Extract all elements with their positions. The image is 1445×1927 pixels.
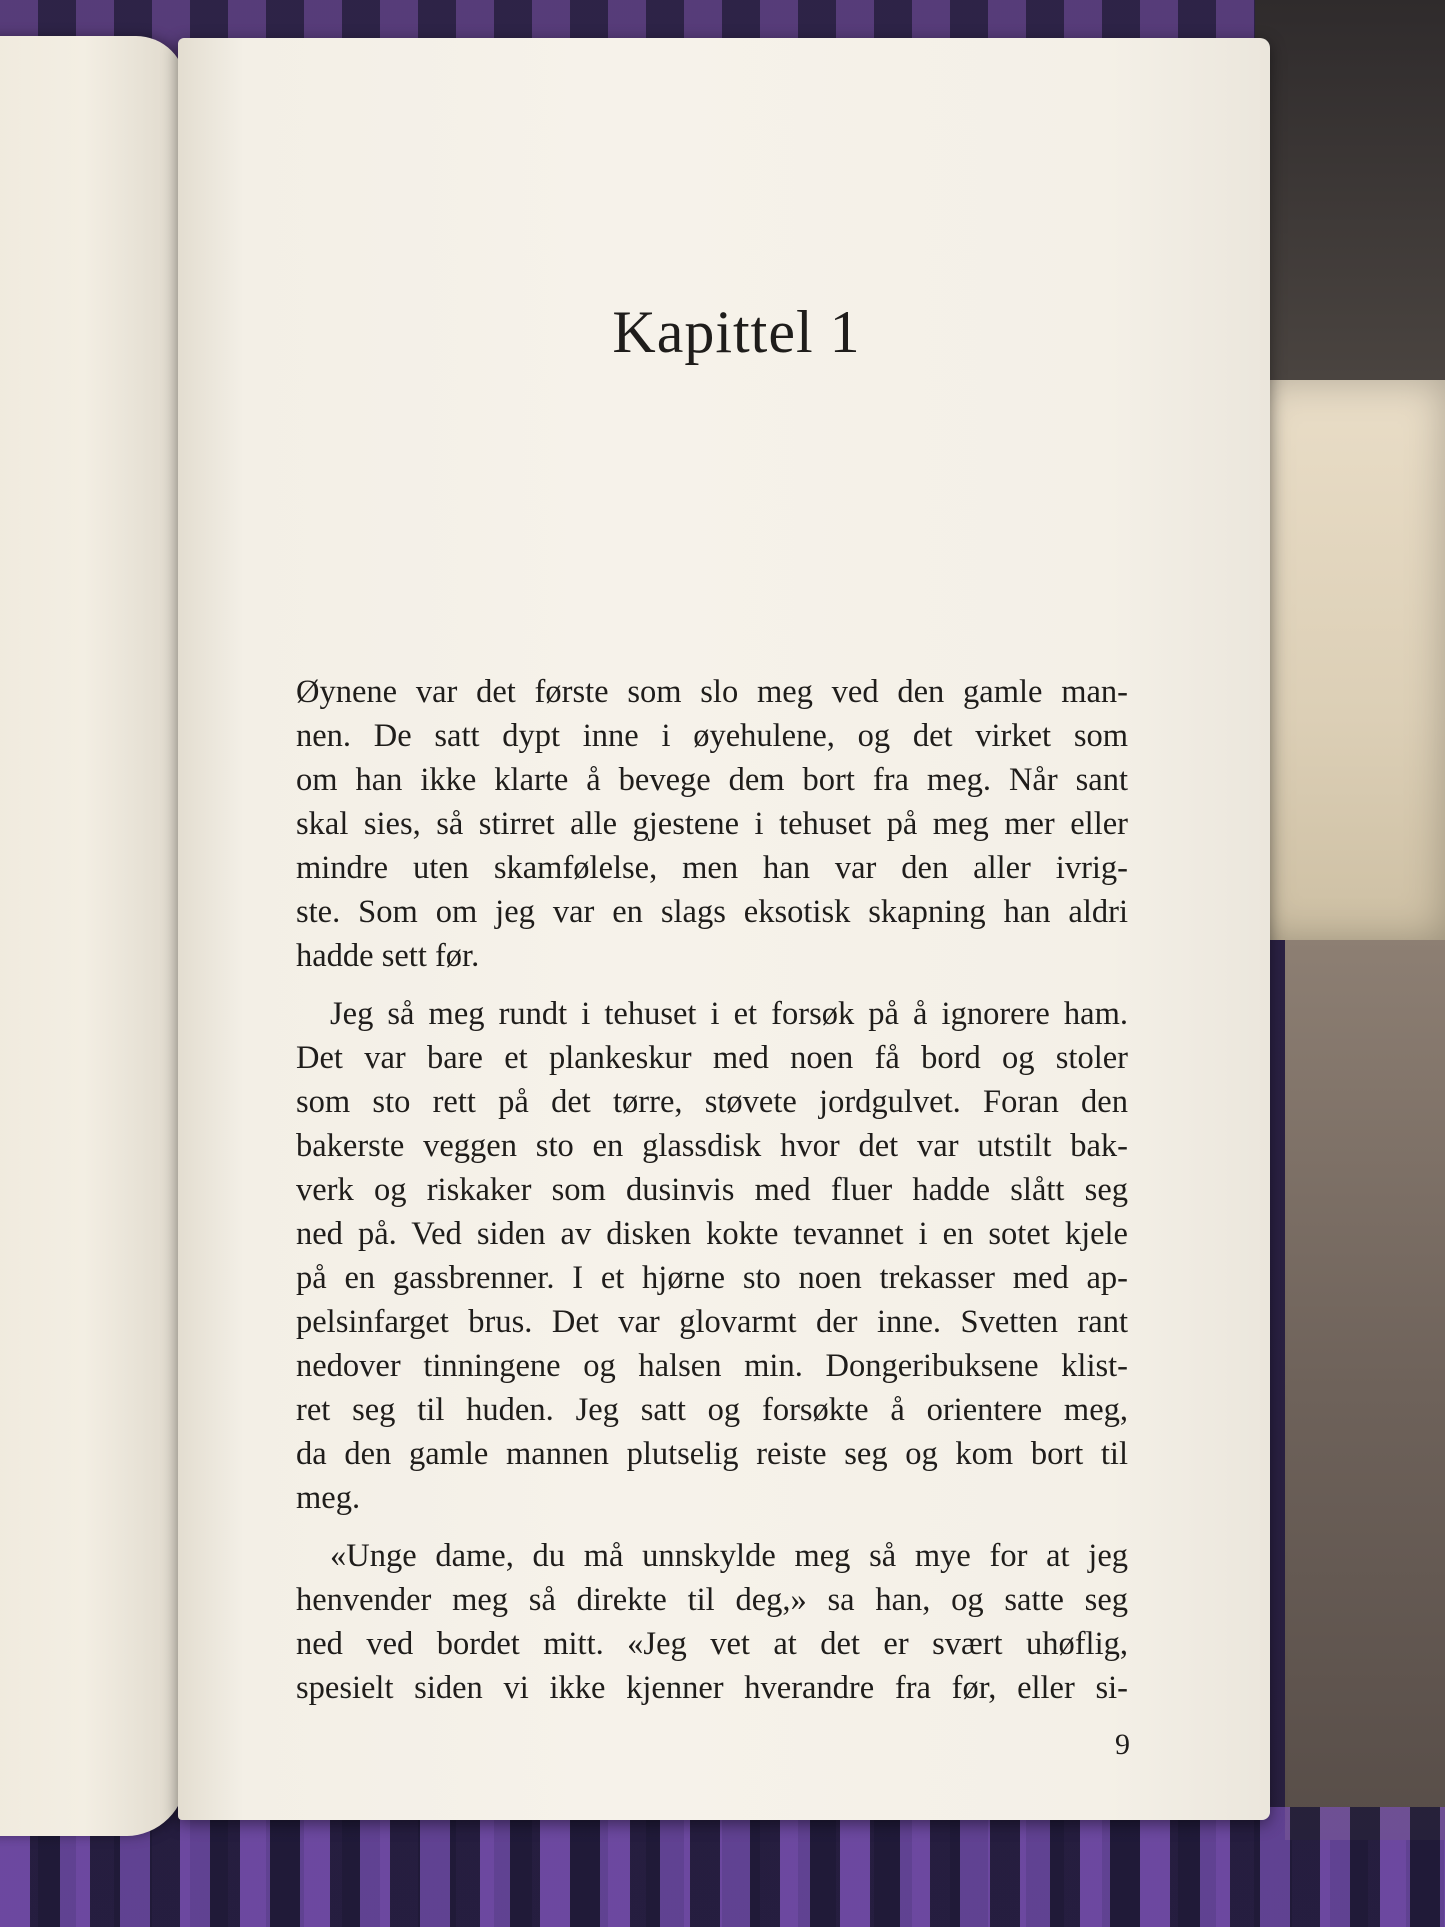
text-line: skal sies, så stirret alle gjestene i tehuset på meg mer eller — [296, 806, 1128, 842]
background-shelf-lower — [1285, 940, 1445, 1840]
text-line: nedover tinningene og halsen min. Dongeribuksene klist- — [296, 1348, 1128, 1384]
text-line: Det var bare et plankeskur med noen få bord og stoler — [296, 1040, 1128, 1076]
text-line: «Unge dame, du må unnskylde meg så mye for at jeg — [330, 1538, 1128, 1574]
text-line: meg. — [296, 1480, 361, 1516]
text-line: henvender meg så direkte til deg,» sa han, og satte seg — [296, 1582, 1128, 1618]
text-line: ste. Som om jeg var en slags eksotisk skapning han aldri — [296, 894, 1128, 930]
paragraph-gap — [296, 978, 1128, 992]
text-line: Jeg så meg rundt i tehuset i et forsøk på å ignorere ham. — [330, 996, 1128, 1032]
text-line: om han ikke klarte å bevege dem bort fra meg. Når sant — [296, 762, 1128, 798]
left-page — [0, 36, 186, 1836]
text-line: Øynene var det første som slo meg ved den gamle man- — [296, 674, 1128, 710]
paragraph-gap — [296, 1520, 1128, 1534]
text-line: ned ved bordet mitt. «Jeg vet at det er svært uhøflig, — [296, 1626, 1128, 1662]
text-line: pelsinfarget brus. Det var glovarmt der inne. Svetten rant — [296, 1304, 1128, 1340]
text-line: på en gassbrenner. I et hjørne sto noen trekasser med ap- — [296, 1260, 1128, 1296]
text-line: bakerste veggen sto en glassdisk hvor det var utstilt bak- — [296, 1128, 1128, 1164]
book-page — [178, 38, 1270, 1820]
background-shelf — [1255, 380, 1445, 940]
paragraph — [296, 992, 1128, 1520]
text-line: ned på. Ved siden av disken kokte tevannet i en sotet kjele — [296, 1216, 1128, 1252]
paragraph — [296, 670, 1128, 978]
text-line: hadde sett før. — [296, 938, 480, 974]
text-line: nen. De satt dypt inne i øyehulene, og det virket som — [296, 718, 1128, 754]
text-line: ret seg til huden. Jeg satt og forsøkte å orientere meg, — [296, 1392, 1128, 1428]
text-line: da den gamle mannen plutselig reiste seg og kom bort til — [296, 1436, 1128, 1472]
background-cloth-bottom — [0, 1807, 1445, 1927]
text-line: mindre uten skamfølelse, men han var den aller ivrig- — [296, 850, 1128, 886]
background-shelf-top — [1255, 0, 1445, 380]
body-text — [296, 670, 1128, 1710]
paragraph — [296, 1534, 1128, 1710]
text-line: verk og riskaker som dusinvis med fluer hadde slått seg — [296, 1172, 1128, 1208]
chapter-title: Kapittel 1 — [612, 299, 861, 365]
text-line: som sto rett på det tørre, støvete jordgulvet. Foran den — [296, 1084, 1128, 1120]
text-line: spesielt siden vi ikke kjenner hverandre fra før, eller si- — [296, 1670, 1128, 1706]
page-number: 9 — [1115, 1728, 1130, 1761]
